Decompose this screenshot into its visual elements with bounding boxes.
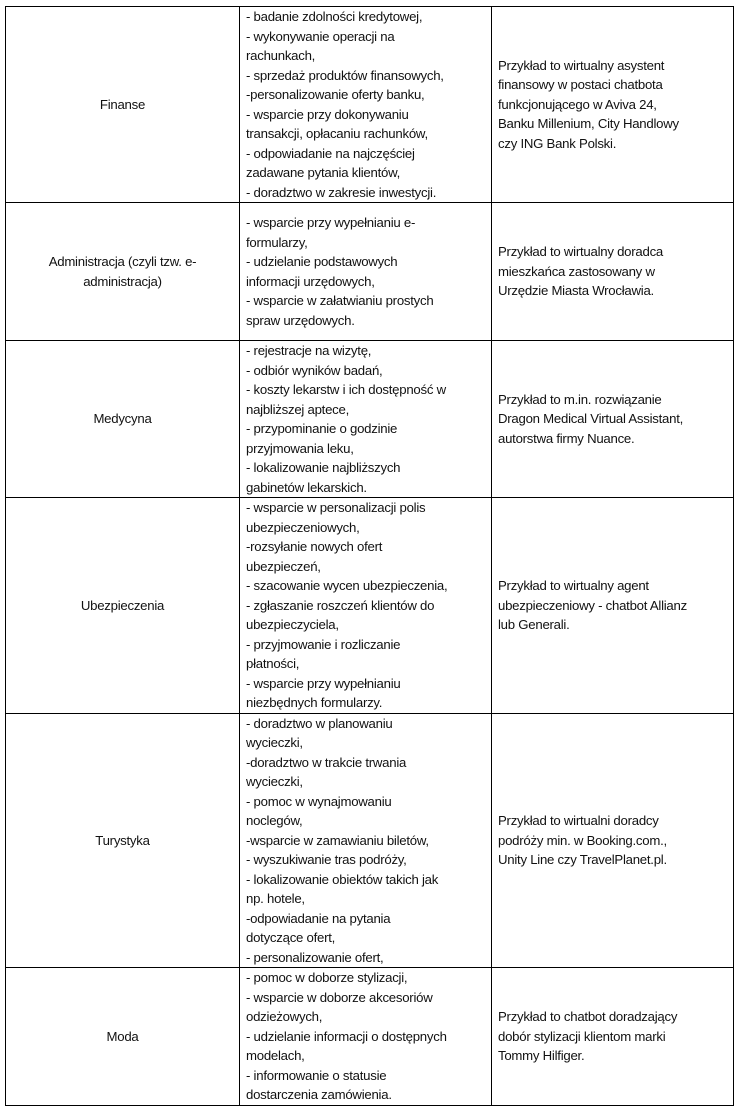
example-line: Przykład to chatbot doradzający xyxy=(498,1009,678,1025)
task-line: transakcji, opłacaniu rachunków, xyxy=(246,126,428,141)
sector-cell xyxy=(6,341,240,498)
table-row xyxy=(6,713,734,968)
task-line: wycieczki, xyxy=(246,774,303,789)
example-line: ubezpieczeniowy - chatbot Allianz xyxy=(498,597,687,613)
table-row xyxy=(6,341,734,498)
tasks-cell xyxy=(240,7,492,203)
tasks-cell xyxy=(240,968,492,1106)
task-line: -personalizowanie oferty banku, xyxy=(246,87,425,102)
task-line: - wsparcie przy wypełnianiu e- xyxy=(246,215,416,230)
example-line: lub Generali. xyxy=(498,617,570,632)
task-line: - odpowiadanie na najczęściej xyxy=(246,145,415,161)
task-line: - wsparcie w personalizacji polis xyxy=(246,500,426,515)
sector-cell xyxy=(6,7,240,203)
chatbot-use-cases-table xyxy=(5,6,734,1106)
task-line: - szacowanie wycen ubezpieczenia, xyxy=(246,578,448,593)
example-line: Unity Line czy TravelPlanet.pl. xyxy=(498,852,667,867)
task-line: - wsparcie w doborze akcesoriów xyxy=(246,989,433,1005)
example-cell xyxy=(492,968,734,1106)
task-line: - sprzedaż produktów finansowych, xyxy=(246,67,444,83)
sector-name: Medycyna xyxy=(93,411,152,427)
task-line: -rozsyłanie nowych ofert xyxy=(246,539,383,554)
task-line: - personalizowanie ofert, xyxy=(246,949,384,965)
task-line: odzieżowych, xyxy=(246,1009,323,1025)
task-line: noclegów, xyxy=(246,813,303,828)
task-line: dostarczenia zamówienia. xyxy=(246,1087,392,1103)
task-line: -doradztwo w trakcie trwania xyxy=(246,754,407,770)
sector-name: Moda xyxy=(106,1028,139,1044)
task-line: - doradztwo w planowaniu xyxy=(246,715,393,731)
example-line: Urzędzie Miasta Wrocławia. xyxy=(498,283,654,299)
task-line: - lokalizowanie obiektów takich jak xyxy=(246,871,439,887)
example-cell xyxy=(492,7,734,203)
task-line: ubezpieczeniowych, xyxy=(246,519,360,535)
table-row xyxy=(6,968,734,1106)
task-line: -wsparcie w zamawianiu biletów, xyxy=(246,832,429,848)
example-line: dobór stylizacji klientom marki xyxy=(498,1028,666,1044)
example-line: Przykład to wirtualny asystent xyxy=(498,57,665,73)
sector-cell xyxy=(6,968,240,1106)
task-line: - przyjmowanie i rozliczanie xyxy=(246,636,401,652)
example-line: Przykład to wirtualny agent xyxy=(498,578,649,593)
example-line: funkcjonującego w Aviva 24, xyxy=(498,96,657,112)
task-line: - wsparcie w załatwianiu prostych xyxy=(246,293,434,308)
task-line: - udzielanie informacji o dostępnych xyxy=(246,1028,447,1044)
task-line: - informowanie o statusie xyxy=(246,1067,387,1083)
sector-cell xyxy=(6,498,240,714)
example-line: Banku Millenium, City Handlowy xyxy=(498,116,679,132)
task-line: - pomoc w wynajmowaniu xyxy=(246,793,392,809)
example-line: mieszkańca zastosowany w xyxy=(498,263,655,279)
task-line: - lokalizowanie najbliższych xyxy=(246,460,401,475)
sector-name: administracja) xyxy=(83,273,162,289)
task-line: - przypominanie o godzinie xyxy=(246,421,398,436)
tasks-cell xyxy=(240,341,492,498)
example-line: autorstwa firmy Nuance. xyxy=(498,430,635,446)
task-line: np. hotele, xyxy=(246,891,305,906)
tasks-cell xyxy=(240,203,492,341)
task-line: - wykonywanie operacji na xyxy=(246,28,395,44)
task-line: - wsparcie przy dokonywaniu xyxy=(246,106,409,122)
task-line: gabinetów lekarskich. xyxy=(246,479,367,495)
task-line: - doradztwo w zakresie inwestycji. xyxy=(246,184,437,200)
table-row xyxy=(6,203,734,341)
sector-name: Administracja (czyli tzw. e- xyxy=(48,254,197,269)
table-row xyxy=(6,498,734,714)
example-cell xyxy=(492,498,734,714)
task-line: zadawane pytania klientów, xyxy=(246,165,401,180)
sector-cell xyxy=(6,203,240,341)
task-line: formularzy, xyxy=(246,234,308,250)
example-cell xyxy=(492,713,734,968)
tasks-cell xyxy=(240,713,492,968)
task-line: rachunkach, xyxy=(246,48,316,63)
example-cell xyxy=(492,341,734,498)
task-line: ubezpieczyciela, xyxy=(246,617,339,632)
example-cell xyxy=(492,203,734,341)
example-line: Dragon Medical Virtual Assistant, xyxy=(498,411,684,427)
example-line: czy ING Bank Polski. xyxy=(498,135,617,151)
task-line: ubezpieczeń, xyxy=(246,558,321,574)
task-line: - wyszukiwanie tras podróży, xyxy=(246,852,407,867)
task-line: wycieczki, xyxy=(246,735,303,750)
sector-name: Finanse xyxy=(99,96,146,112)
task-line: modelach, xyxy=(246,1048,305,1064)
task-line: - wsparcie przy wypełnianiu xyxy=(246,675,401,691)
tasks-cell xyxy=(240,498,492,714)
example-line: Przykład to wirtualny doradca xyxy=(498,244,663,260)
task-line: dotyczące ofert, xyxy=(246,930,336,945)
table-row xyxy=(6,7,734,203)
task-line: płatności, xyxy=(246,656,300,671)
example-line: Przykład to wirtualni doradcy xyxy=(498,813,659,828)
sector-cell xyxy=(6,713,240,968)
task-line: - rejestracje na wizytę, xyxy=(246,343,372,358)
example-line: Tommy Hilfiger. xyxy=(498,1048,585,1064)
task-line: przyjmowania leku, xyxy=(246,440,354,456)
task-line: - pomoc w doborze stylizacji, xyxy=(246,970,408,986)
task-line: informacji urzędowych, xyxy=(246,273,375,289)
task-line: spraw urzędowych. xyxy=(246,312,355,328)
task-line: - koszty lekarstw i ich dostępność w xyxy=(246,382,446,397)
task-line: - odbiór wyników badań, xyxy=(246,362,383,378)
example-line: Przykład to m.in. rozwiązanie xyxy=(498,391,662,407)
example-line: finansowy w postaci chatbota xyxy=(498,77,663,93)
task-line: -odpowiadanie na pytania xyxy=(246,910,391,926)
task-line: - badanie zdolności kredytowej, xyxy=(246,9,423,24)
task-line: najbliższej aptece, xyxy=(246,401,350,417)
task-line: niezbędnych formularzy. xyxy=(246,695,383,710)
task-line: - zgłaszanie roszczeń klientów do xyxy=(246,597,435,613)
task-line: - udzielanie podstawowych xyxy=(246,254,398,269)
example-line: podróży min. w Booking.com., xyxy=(498,832,667,848)
sector-name: Turystyka xyxy=(95,832,150,848)
sector-name: Ubezpieczenia xyxy=(80,597,165,613)
